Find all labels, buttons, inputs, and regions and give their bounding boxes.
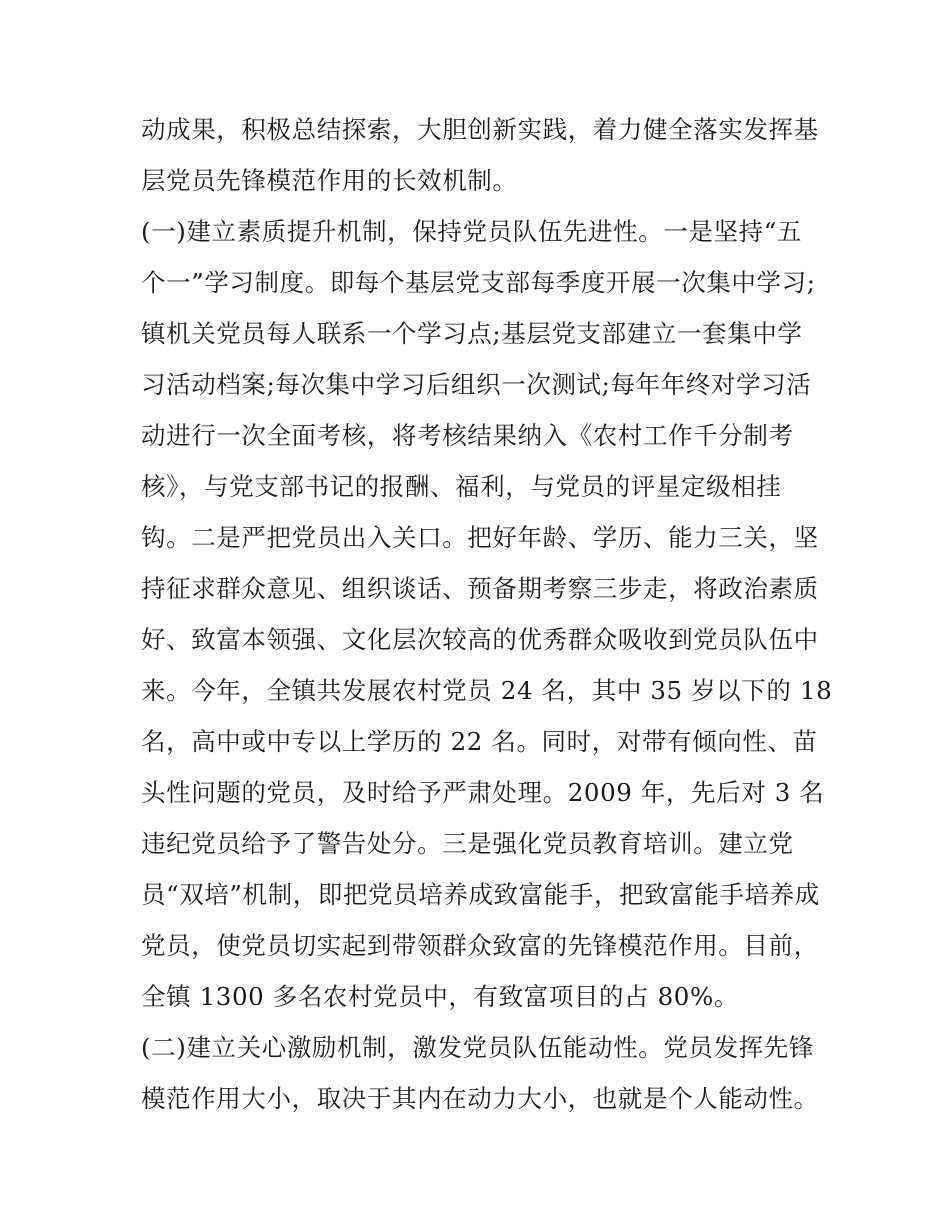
text-line: (一)建立素质提升机制，保持党员队伍先进性。一是坚持“五 bbox=[141, 217, 802, 246]
text-line: 层党员先锋模范作用的长效机制。 bbox=[141, 166, 518, 195]
text-line: 名，高中或中专以上学历的 22 名。同时，对带有倾向性、苗 bbox=[141, 727, 818, 756]
text-line: 习活动档案;每次集中学习后组织一次测试;每年年终对学习活 bbox=[141, 370, 812, 399]
text-line: 违纪党员给予了警告处分。三是强化党员教育培训。建立党 bbox=[141, 829, 794, 858]
text-line: 镇机关党员每人联系一个学习点;基层党支部建立一套集中学 bbox=[141, 319, 803, 348]
text-line: 全镇 1300 多名农村党员中，有致富项目的占 80%。 bbox=[141, 982, 739, 1011]
text-line: 好、致富本领强、文化层次较高的优秀群众吸收到党员队伍中 bbox=[141, 625, 819, 654]
text-line: 动进行一次全面考核，将考核结果纳入《农村工作千分制考 bbox=[141, 421, 794, 450]
text-line: 个一”学习制度。即每个基层党支部每季度开展一次集中学习; bbox=[141, 268, 816, 297]
text-line: 党员，使党员切实起到带领群众致富的先锋模范作用。目前， bbox=[141, 931, 819, 960]
text-line: 头性问题的党员，及时给予严肃处理。2009 年，先后对 3 名 bbox=[141, 778, 825, 807]
text-line: 来。今年，全镇共发展农村党员 24 名，其中 35 岁以下的 18 bbox=[141, 676, 833, 705]
text-line: 模范作用大小，取决于其内在动力大小，也就是个人能动性。 bbox=[141, 1084, 819, 1113]
text-line: 持征求群众意见、组织谈话、预备期考察三步走，将政治素质 bbox=[141, 574, 819, 603]
text-line: (二)建立关心激励机制，激发党员队伍能动性。党员发挥先锋 bbox=[141, 1033, 814, 1062]
text-line: 核》，与党支部书记的报酬、福利，与党员的评星定级相挂 bbox=[141, 472, 782, 501]
text-line: 员“双培”机制，即把党员培养成致富能手，把致富能手培养成 bbox=[141, 880, 820, 909]
body-text bbox=[141, 104, 833, 1124]
text-line: 动成果，积极总结探索，大胆创新实践，着力健全落实发挥基 bbox=[141, 115, 819, 144]
text-line: 钩。二是严把党员出入关口。把好年龄、学历、能力三关，坚 bbox=[141, 523, 819, 552]
